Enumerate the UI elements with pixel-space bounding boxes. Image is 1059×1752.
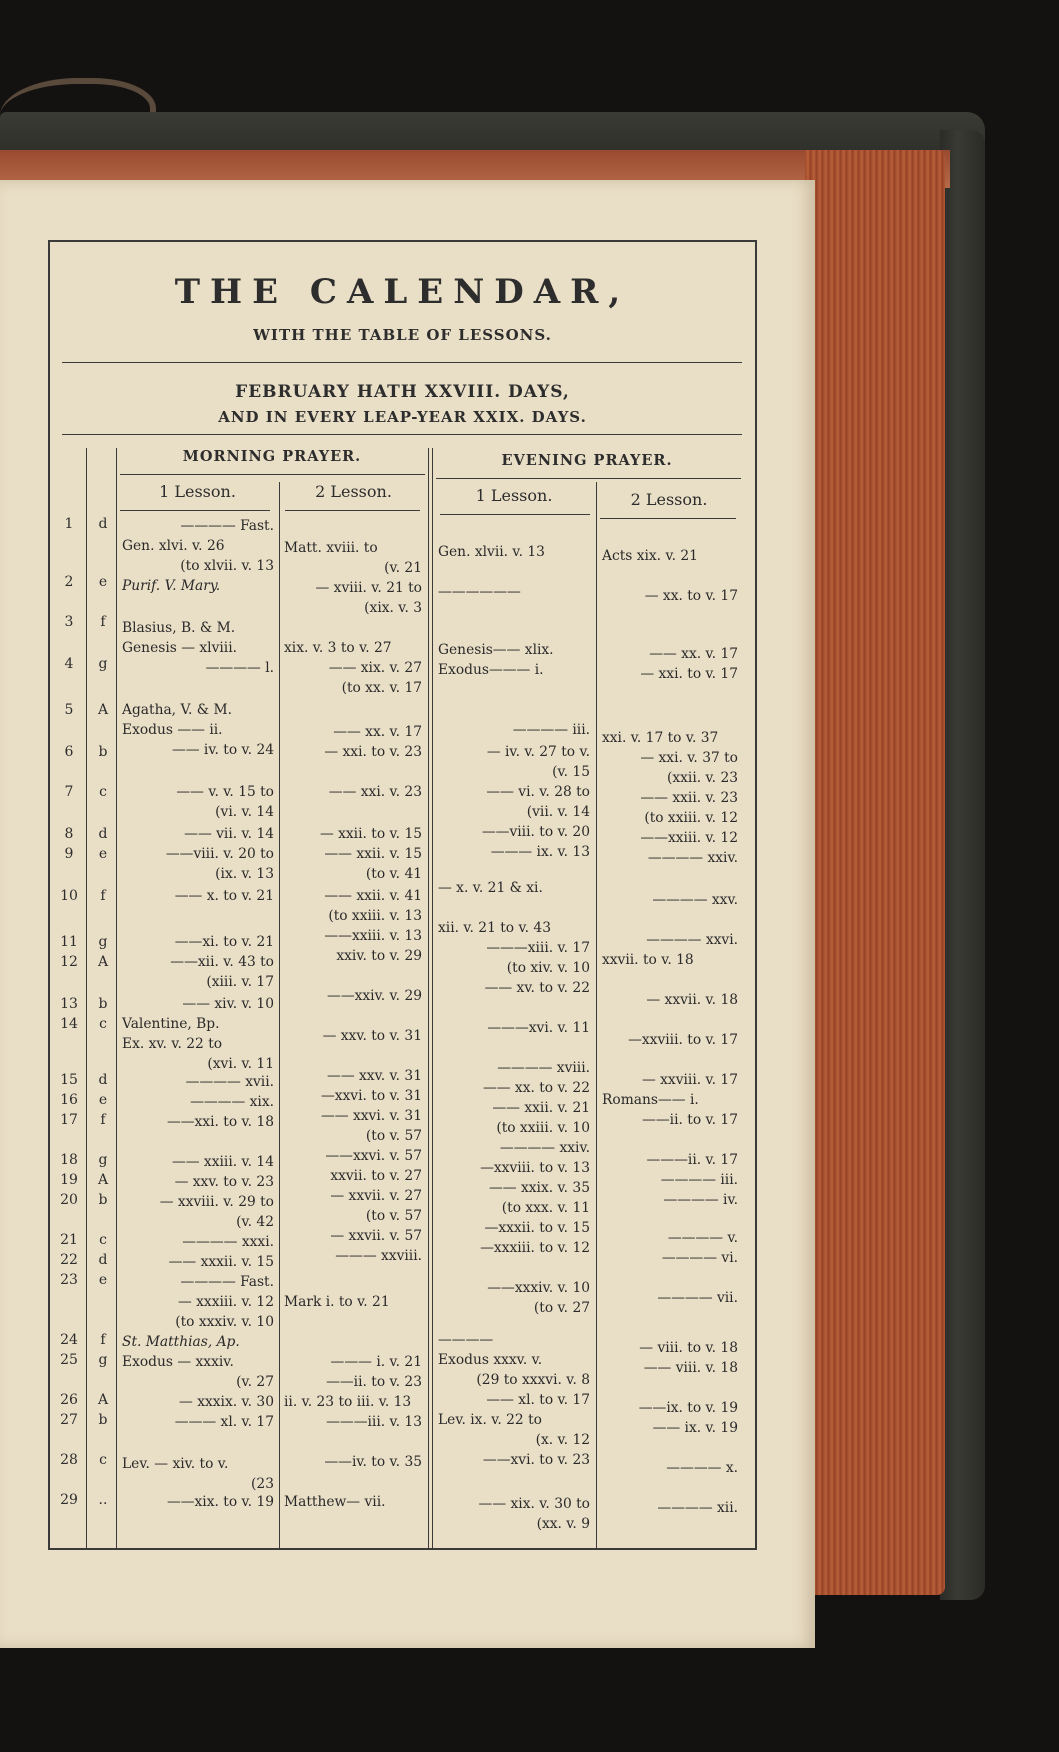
evening-first-lesson: —— xx. to v. 22 [482, 1080, 590, 1096]
morning-second-lesson: xxiv. to v. 29 [336, 948, 422, 964]
morning-second-lesson: —— xxi. v. 23 [328, 784, 422, 800]
morning-second-lesson: —— xxii. v. 41 [324, 888, 422, 904]
evening-first-lesson: Lev. ix. v. 22 to [438, 1412, 542, 1428]
dominical-letter: A [97, 702, 109, 718]
evening-first-lesson: ———— xxiv. [499, 1140, 590, 1156]
evening-lesson1-header: 1 Lesson. [475, 486, 553, 505]
dominical-letter: b [98, 996, 108, 1012]
morning-first-lesson: Exodus —— ii. [122, 722, 223, 738]
dominical-letter: f [100, 1112, 106, 1128]
evening-lesson2-header: 2 Lesson. [630, 490, 708, 509]
dominical-letter: e [98, 1092, 108, 1108]
day-number: 24 [60, 1332, 78, 1348]
morning-first-lesson: — xxxiii. v. 12 [177, 1294, 274, 1310]
day-number: 15 [60, 1072, 78, 1088]
morning-second-lesson: — xxv. to v. 31 [322, 1028, 422, 1044]
evening-first-lesson: —xxviii. to v. 13 [480, 1160, 590, 1176]
evening-second-lesson: ——ix. to v. 19 [638, 1400, 738, 1416]
divider-day [86, 448, 87, 1548]
morning-second-lesson: Mark i. to v. 21 [284, 1294, 390, 1310]
evening-second-lesson: ———— x. [666, 1460, 738, 1476]
dominical-letter: A [97, 1172, 109, 1188]
evening-second-lesson: ———— iii. [660, 1172, 738, 1188]
dominical-letter: g [98, 934, 108, 950]
evening-second-lesson: ———— vii. [657, 1290, 738, 1306]
morning-second-lesson: ———iii. v. 13 [326, 1414, 422, 1430]
dominical-letter: b [98, 744, 108, 760]
col-rule-3 [440, 514, 590, 515]
divider-evening [596, 482, 597, 1548]
morning-second-lesson: xxvii. to v. 27 [330, 1168, 422, 1184]
evening-first-lesson: —— xxii. v. 21 [492, 1100, 590, 1116]
morning-second-lesson: —xxvi. to v. 31 [320, 1088, 422, 1104]
evening-first-lesson: (29 to xxxvi. v. 8 [476, 1372, 590, 1388]
evening-second-lesson: xxvii. to v. 18 [602, 952, 694, 968]
morning-second-lesson: — xxii. to v. 15 [319, 826, 422, 842]
dominical-letter: .. [98, 1492, 108, 1508]
evening-second-lesson: ———ii. v. 17 [646, 1152, 738, 1168]
evening-second-lesson: ———— xxv. [652, 892, 738, 908]
morning-first-lesson: Valentine, Bp. [122, 1016, 220, 1032]
morning-second-lesson: ——— xxviii. [335, 1248, 422, 1264]
evening-first-lesson: (v. 15 [552, 764, 590, 780]
evening-prayer-header: EVENING PRAYER. [501, 452, 673, 469]
morning-second-lesson: ——xxiii. v. 13 [324, 928, 422, 944]
evening-second-lesson: ———— xxiv. [647, 850, 738, 866]
morning-first-lesson: ——viii. v. 20 to [165, 846, 274, 862]
dominical-letter: d [98, 1072, 108, 1088]
evening-first-lesson: (vii. v. 14 [526, 804, 590, 820]
morning-lesson2-header: 2 Lesson. [315, 482, 392, 501]
day-number: 8 [64, 826, 74, 842]
morning-second-lesson: —— xix. v. 27 [328, 660, 422, 676]
evening-first-lesson: (to xxiii. v. 10 [496, 1120, 590, 1136]
day-number: 3 [64, 614, 74, 630]
morning-first-lesson: ———— l. [205, 660, 274, 676]
morning-first-lesson: Exodus — xxxiv. [122, 1354, 234, 1370]
day-number: 11 [60, 934, 78, 950]
morning-first-lesson: —— vii. v. 14 [184, 826, 274, 842]
evening-first-lesson: (to xxx. v. 11 [501, 1200, 590, 1216]
morning-first-lesson: — xxv. to v. 23 [174, 1174, 274, 1190]
evening-first-lesson: Exodus xxxv. v. [438, 1352, 543, 1368]
evening-first-lesson: Genesis—— xlix. [438, 642, 554, 658]
morning-first-lesson: (v. 42 [236, 1214, 274, 1230]
morning-second-lesson: — xxi. to v. 23 [324, 744, 422, 760]
evening-first-lesson: —————— [438, 584, 521, 600]
morning-first-lesson: Lev. — xiv. to v. [122, 1456, 229, 1472]
day-number: 16 [60, 1092, 78, 1108]
day-number: 10 [60, 888, 78, 904]
day-number: 17 [60, 1112, 78, 1128]
col-rule-2 [285, 510, 420, 511]
evening-first-lesson: (x. v. 12 [535, 1432, 590, 1448]
morning-second-lesson: —— xx. v. 17 [333, 724, 422, 740]
morning-first-lesson: —— iv. to v. 24 [171, 742, 274, 758]
dominical-letter: d [98, 1252, 108, 1268]
morning-second-lesson: (xix. v. 3 [364, 600, 422, 616]
evening-first-lesson: ———— [438, 1332, 494, 1348]
morning-first-lesson: ——xix. to v. 19 [166, 1494, 274, 1510]
evening-first-lesson: ——— ix. v. 13 [490, 844, 590, 860]
morning-first-lesson: ———— Fast. [180, 518, 274, 534]
title-rule [62, 362, 742, 363]
morning-second-lesson: — xxvii. v. 27 [330, 1188, 422, 1204]
day-number: 2 [64, 574, 74, 590]
evening-second-lesson: ——ii. to v. 17 [642, 1112, 738, 1128]
morning-first-lesson: Ex. xv. v. 22 to [122, 1036, 223, 1052]
dominical-letter: c [99, 1016, 107, 1032]
evening-first-lesson: —— xv. to v. 22 [484, 980, 590, 996]
evening-second-lesson: — xxviii. v. 17 [641, 1072, 738, 1088]
evening-first-lesson: — iv. v. 27 to v. [486, 744, 590, 760]
day-number: 6 [64, 744, 74, 760]
morning-first-lesson: —— v. v. 15 to [176, 784, 274, 800]
day-number: 21 [60, 1232, 78, 1248]
evening-second-lesson: — xx. to v. 17 [644, 588, 738, 604]
morning-first-lesson: Agatha, V. & M. [122, 702, 232, 718]
morning-prayer-header: MORNING PRAYER. [182, 448, 362, 465]
day-number: 22 [60, 1252, 78, 1268]
morning-second-lesson: ——ii. to v. 23 [326, 1374, 422, 1390]
dominical-letter: e [98, 1272, 108, 1288]
morning-first-lesson: ———— xxxi. [182, 1234, 274, 1250]
morning-first-lesson: St. Matthias, Ap. [122, 1334, 240, 1350]
morning-first-lesson: ——xi. to v. 21 [174, 934, 274, 950]
dominical-letter: d [98, 516, 108, 532]
evening-second-lesson: — xxvii. v. 18 [646, 992, 738, 1008]
evening-second-lesson: ———— iv. [663, 1192, 738, 1208]
morning-second-lesson: (to xxiii. v. 13 [328, 908, 422, 924]
dominical-letter: b [98, 1412, 108, 1428]
dominical-letter: e [98, 846, 108, 862]
dominical-letter: b [98, 1192, 108, 1208]
evening-first-lesson: —— xix. v. 30 to [478, 1496, 590, 1512]
morning-second-lesson: —— xxii. v. 15 [324, 846, 422, 862]
morning-second-lesson: Matthew— vii. [284, 1494, 386, 1510]
dominical-letter: g [98, 1352, 108, 1368]
page-subtitle: WITH THE TABLE OF LESSONS. [253, 326, 552, 344]
evening-first-lesson: —— vi. v. 28 to [486, 784, 590, 800]
morning-second-lesson: ——xxvi. v. 57 [325, 1148, 422, 1164]
morning-lesson1-header: 1 Lesson. [159, 482, 236, 501]
evening-second-lesson: Acts xix. v. 21 [602, 548, 698, 564]
day-number: 19 [60, 1172, 78, 1188]
evening-second-lesson: Romans—— i. [602, 1092, 699, 1108]
evening-first-lesson: (to xiv. v. 10 [506, 960, 590, 976]
day-number: 29 [60, 1492, 78, 1508]
morning-second-lesson: — xxvii. v. 57 [330, 1228, 422, 1244]
evening-second-lesson: — xxi. to v. 17 [640, 666, 738, 682]
evening-first-lesson: ———xiii. v. 17 [486, 940, 590, 956]
morning-second-lesson: (to xx. v. 17 [341, 680, 422, 696]
col-rule-1 [120, 510, 270, 511]
morning-second-lesson: (to v. 57 [365, 1208, 422, 1224]
morning-first-lesson: Gen. xlvi. v. 26 [122, 538, 225, 554]
evening-second-lesson: (xxii. v. 23 [666, 770, 738, 786]
evening-first-lesson: Gen. xlvii. v. 13 [438, 544, 545, 560]
evening-first-lesson: xii. v. 21 to v. 43 [438, 920, 551, 936]
evening-second-lesson: (to xxiii. v. 12 [644, 810, 738, 826]
morning-second-lesson: (to v. 57 [365, 1128, 422, 1144]
evening-first-lesson: ———— iii. [512, 722, 590, 738]
morning-second-lesson: — xviii. v. 21 to [315, 580, 422, 596]
morning-first-lesson: —— x. to v. 21 [174, 888, 274, 904]
morning-first-lesson: —— xiv. v. 10 [182, 996, 274, 1012]
col-rule-4 [600, 518, 736, 519]
day-number: 25 [60, 1352, 78, 1368]
morning-first-lesson: — xxviii. v. 29 to [159, 1194, 274, 1210]
day-number: 12 [60, 954, 78, 970]
morning-subrule [120, 474, 425, 475]
morning-first-lesson: Purif. V. Mary. [122, 578, 221, 594]
evening-first-lesson: —xxxii. to v. 15 [484, 1220, 590, 1236]
evening-subrule [436, 478, 741, 479]
day-number: 7 [64, 784, 74, 800]
day-number: 20 [60, 1192, 78, 1208]
evening-first-lesson: Exodus——— i. [438, 662, 544, 678]
morning-first-lesson: ———— Fast. [180, 1274, 274, 1290]
evening-second-lesson: ———— v. [667, 1230, 738, 1246]
day-number: 9 [64, 846, 74, 862]
dominical-letter: A [97, 1392, 109, 1408]
morning-first-lesson: Blasius, B. & M. [122, 620, 236, 636]
header-rule [62, 434, 742, 435]
morning-second-lesson: (v. 21 [384, 560, 422, 576]
dominical-letter: g [98, 656, 108, 672]
dominical-letter: f [100, 1332, 106, 1348]
evening-first-lesson: —xxxiii. to v. 12 [480, 1240, 590, 1256]
evening-first-lesson: ———— xviii. [497, 1060, 590, 1076]
day-number: 27 [60, 1412, 78, 1428]
evening-second-lesson: ———— vi. [661, 1250, 738, 1266]
divider-morning [279, 482, 280, 1548]
day-number: 5 [64, 702, 74, 718]
evening-second-lesson: —— xxii. v. 23 [640, 790, 738, 806]
morning-first-lesson: (23 [251, 1476, 274, 1492]
evening-second-lesson: —— ix. v. 19 [652, 1420, 738, 1436]
morning-first-lesson: —— xxiii. v. 14 [171, 1154, 274, 1170]
book-cover-right [940, 130, 985, 1600]
morning-second-lesson: —— xxvi. v. 31 [320, 1108, 422, 1124]
gilt-page-edges [805, 150, 945, 1595]
divider-prayer [428, 448, 429, 1548]
evening-first-lesson: — x. v. 21 & xi. [438, 880, 543, 896]
morning-first-lesson: (to xlvii. v. 13 [180, 558, 274, 574]
morning-first-lesson: (vi. v. 14 [215, 804, 274, 820]
evening-second-lesson: — viii. to v. 18 [639, 1340, 738, 1356]
morning-first-lesson: ——xii. v. 43 to [170, 954, 274, 970]
day-number: 1 [64, 516, 74, 532]
evening-second-lesson: xxi. v. 17 to v. 37 [602, 730, 719, 746]
morning-second-lesson: ——iv. to v. 35 [324, 1454, 422, 1470]
evening-first-lesson: (to v. 27 [533, 1300, 590, 1316]
evening-first-lesson: ——viii. to v. 20 [481, 824, 590, 840]
morning-first-lesson: Genesis — xlviii. [122, 640, 237, 656]
dominical-letter: c [99, 1232, 107, 1248]
dominical-letter: f [100, 614, 106, 630]
morning-first-lesson: ——xxi. to v. 18 [166, 1114, 274, 1130]
dominical-letter: e [98, 574, 108, 590]
dominical-letter: d [98, 826, 108, 842]
morning-first-lesson: (to xxxiv. v. 10 [175, 1314, 274, 1330]
evening-second-lesson: —— xx. v. 17 [649, 646, 738, 662]
morning-first-lesson: — xxxix. v. 30 [179, 1394, 274, 1410]
morning-first-lesson: —— xxxii. v. 15 [168, 1254, 274, 1270]
evening-second-lesson: —xxviii. to v. 17 [628, 1032, 738, 1048]
evening-second-lesson: — xxi. v. 37 to [640, 750, 738, 766]
morning-second-lesson: (to v. 41 [365, 866, 422, 882]
morning-first-lesson: (ix. v. 13 [215, 866, 274, 882]
morning-second-lesson: ——xxiv. v. 29 [327, 988, 422, 1004]
morning-first-lesson: (xvi. v. 11 [207, 1056, 274, 1072]
evening-second-lesson: —— viii. v. 18 [643, 1360, 738, 1376]
page-title: THE CALENDAR, [174, 272, 631, 312]
evening-first-lesson: (xx. v. 9 [536, 1516, 590, 1532]
divider-prayer-2 [432, 448, 433, 1548]
evening-second-lesson: ———— xii. [657, 1500, 738, 1516]
dominical-letter: A [97, 954, 109, 970]
evening-first-lesson: ——xxxiv. v. 10 [487, 1280, 590, 1296]
morning-first-lesson: (xiii. v. 17 [206, 974, 274, 990]
dominical-letter: c [99, 784, 107, 800]
morning-first-lesson: (v. 27 [236, 1374, 274, 1390]
day-number: 23 [60, 1272, 78, 1288]
evening-first-lesson: —— xl. to v. 17 [486, 1392, 590, 1408]
day-number: 26 [60, 1392, 78, 1408]
dominical-letter: c [99, 1452, 107, 1468]
dominical-letter: f [100, 888, 106, 904]
morning-first-lesson: ———— xvii. [185, 1074, 274, 1090]
day-number: 18 [60, 1152, 78, 1168]
day-number: 13 [60, 996, 78, 1012]
morning-first-lesson: ——— xl. v. 17 [174, 1414, 274, 1430]
evening-first-lesson: —— xxix. v. 35 [489, 1180, 590, 1196]
morning-second-lesson: ii. v. 23 to iii. v. 13 [284, 1394, 412, 1410]
morning-second-lesson: ——— i. v. 21 [330, 1354, 422, 1370]
dominical-letter: g [98, 1152, 108, 1168]
day-number: 14 [60, 1016, 78, 1032]
day-number: 28 [60, 1452, 78, 1468]
evening-first-lesson: ——xvi. to v. 23 [482, 1452, 590, 1468]
evening-second-lesson: ———— xxvi. [646, 932, 738, 948]
morning-first-lesson: ———— xix. [190, 1094, 274, 1110]
evening-second-lesson: ——xxiii. v. 12 [640, 830, 738, 846]
morning-second-lesson: Matt. xviii. to [284, 540, 378, 556]
calendar-frame [48, 240, 757, 1550]
day-number: 4 [64, 656, 74, 672]
month-heading: FEBRUARY HATH XXVIII. DAYS, [235, 382, 570, 402]
evening-first-lesson: ———xvi. v. 11 [487, 1020, 590, 1036]
morning-second-lesson: xix. v. 3 to v. 27 [284, 640, 392, 656]
morning-second-lesson: —— xxv. v. 31 [327, 1068, 422, 1084]
leap-year-heading: AND IN EVERY LEAP-YEAR XXIX. DAYS. [218, 408, 587, 426]
